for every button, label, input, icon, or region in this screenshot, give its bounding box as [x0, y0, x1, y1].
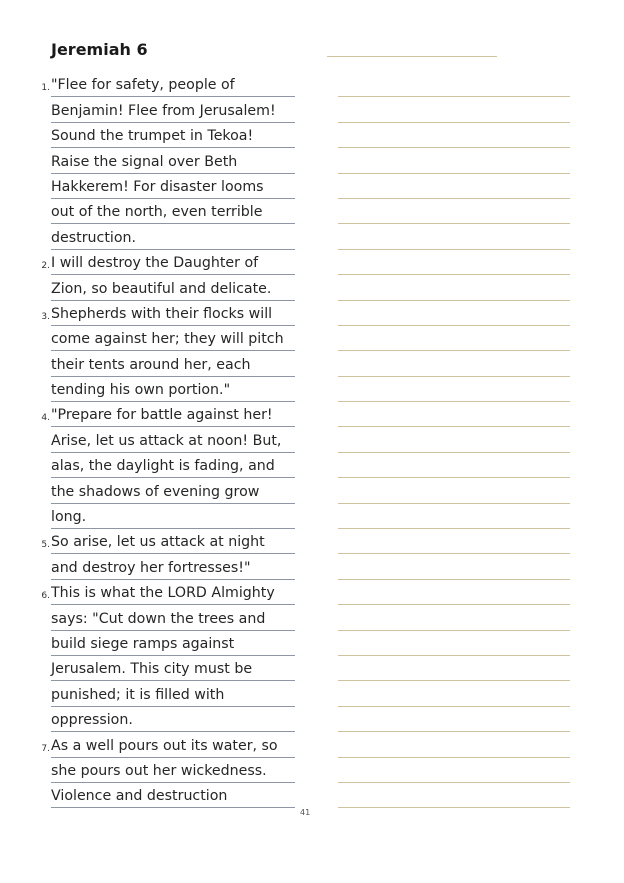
writing-line[interactable]	[338, 72, 570, 97]
writing-line[interactable]	[338, 123, 570, 148]
writing-line[interactable]	[338, 148, 570, 173]
writing-line[interactable]	[338, 97, 570, 122]
title-writing-line[interactable]	[327, 56, 497, 57]
writing-line[interactable]	[338, 605, 570, 630]
verse-text: So arise, let us attack at night	[51, 532, 295, 554]
verse-line	[37, 72, 299, 97]
verse-line	[37, 326, 299, 351]
verse-text: out of the north, even terrible	[51, 202, 295, 224]
verse-line	[37, 529, 299, 554]
writing-line[interactable]	[338, 732, 570, 757]
verse-line	[37, 427, 299, 452]
verse-text: says: "Cut down the trees and	[51, 609, 295, 631]
writing-line[interactable]	[338, 174, 570, 199]
writing-line[interactable]	[338, 554, 570, 579]
writing-line[interactable]	[338, 478, 570, 503]
writing-line[interactable]	[338, 529, 570, 554]
verse-text: punished; it is filled with	[51, 685, 295, 707]
verse-text: Benjamin! Flee from Jerusalem!	[51, 101, 295, 123]
verse-text: This is what the LORD Almighty	[51, 583, 295, 605]
verse-text: tending his own portion."	[51, 380, 295, 402]
verse-line	[37, 224, 299, 249]
writing-line[interactable]	[338, 275, 570, 300]
verse-number: 4.	[41, 413, 50, 424]
verse-text: Violence and destruction	[51, 786, 295, 808]
verse-text: oppression.	[51, 710, 295, 732]
page-number: 41	[300, 808, 311, 817]
verse-line	[37, 351, 299, 376]
writing-line[interactable]	[338, 783, 570, 808]
verse-line	[37, 453, 299, 478]
verse-number: 1.	[41, 83, 50, 94]
verse-number: 5.	[41, 540, 50, 551]
verse-line	[37, 123, 299, 148]
verse-line	[37, 250, 299, 275]
writing-line[interactable]	[338, 580, 570, 605]
verse-line	[37, 97, 299, 122]
verse-text: come against her; they will pitch	[51, 329, 295, 351]
verse-text: long.	[51, 507, 295, 529]
verse-line	[37, 301, 299, 326]
verse-line	[37, 148, 299, 173]
writing-line[interactable]	[338, 250, 570, 275]
verse-text: "Flee for safety, people of	[51, 75, 295, 97]
writing-line[interactable]	[338, 427, 570, 452]
writing-line[interactable]	[338, 681, 570, 706]
verse-text: destruction.	[51, 228, 295, 250]
writing-line[interactable]	[338, 402, 570, 427]
verse-number: 7.	[41, 743, 50, 754]
verse-line	[37, 199, 299, 224]
verse-line	[37, 656, 299, 681]
verse-line	[37, 275, 299, 300]
verse-line	[37, 478, 299, 503]
verse-text: As a well pours out its water, so	[51, 736, 295, 758]
verse-line	[37, 605, 299, 630]
verse-line	[37, 377, 299, 402]
verse-line	[37, 402, 299, 427]
writing-line[interactable]	[338, 199, 570, 224]
verse-text: I will destroy the Daughter of	[51, 253, 295, 275]
writing-line[interactable]	[338, 707, 570, 732]
writing-line[interactable]	[338, 631, 570, 656]
verse-line	[37, 707, 299, 732]
verse-text: alas, the daylight is fading, and	[51, 456, 295, 478]
verse-line	[37, 631, 299, 656]
verse-text: and destroy her fortresses!"	[51, 558, 295, 580]
verse-line	[37, 580, 299, 605]
writing-line[interactable]	[338, 504, 570, 529]
verse-text: build siege ramps against	[51, 634, 295, 656]
verse-text: Raise the signal over Beth	[51, 152, 295, 174]
writing-line[interactable]	[338, 377, 570, 402]
verse-line	[37, 681, 299, 706]
verse-line	[37, 783, 299, 808]
verse-text: Arise, let us attack at noon! But,	[51, 431, 295, 453]
verse-line	[37, 554, 299, 579]
verse-line	[37, 758, 299, 783]
verse-line	[37, 732, 299, 757]
writing-line[interactable]	[338, 301, 570, 326]
verse-text: Hakkerem! For disaster looms	[51, 177, 295, 199]
verse-text: she pours out her wickedness.	[51, 761, 295, 783]
writing-line[interactable]	[338, 656, 570, 681]
verse-number: 2.	[41, 261, 50, 272]
page-title: Jeremiah 6	[51, 40, 148, 59]
verse-text: "Prepare for battle against her!	[51, 405, 295, 427]
verse-line	[37, 504, 299, 529]
verse-text: Sound the trumpet in Tekoa!	[51, 126, 295, 148]
verse-line	[37, 174, 299, 199]
verse-text: their tents around her, each	[51, 355, 295, 377]
writing-line[interactable]	[338, 224, 570, 249]
verse-text: the shadows of evening grow	[51, 482, 295, 504]
writing-line[interactable]	[338, 326, 570, 351]
writing-line[interactable]	[338, 351, 570, 376]
writing-practice-column	[338, 72, 570, 808]
writing-line[interactable]	[338, 758, 570, 783]
verse-number: 6.	[41, 591, 50, 602]
verse-number: 3.	[41, 311, 50, 322]
verse-text: Shepherds with their flocks will	[51, 304, 295, 326]
writing-line[interactable]	[338, 453, 570, 478]
scripture-text-column	[37, 72, 299, 808]
verse-text: Jerusalem. This city must be	[51, 659, 295, 681]
verse-text: Zion, so beautiful and delicate.	[51, 279, 295, 301]
